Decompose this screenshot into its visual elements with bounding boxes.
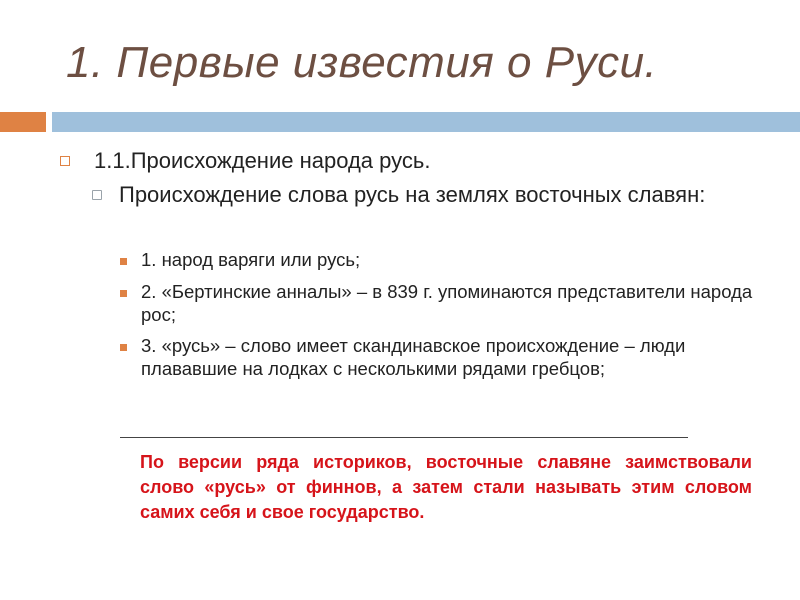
- square-bullet-icon: [60, 156, 70, 166]
- level1-heading: 1.1.Происхождение народа русь.: [94, 148, 431, 173]
- slide-title: 1. Первые известия о Руси.: [66, 38, 658, 87]
- orange-bullet-icon: [120, 290, 127, 297]
- list-item: 1. народ варяги или русь;: [141, 249, 361, 270]
- divider-line: [120, 437, 688, 438]
- orange-bullet-icon: [120, 258, 127, 265]
- historians-note: По версии ряда историков, восточные славяне заимствовали слово «русь» от финнов, а затем стали называть этим словом самих себя и свое государство.: [140, 452, 752, 522]
- square-outline-bullet-icon: [92, 190, 102, 200]
- title-accent-block: [0, 112, 46, 132]
- list-item: 2. «Бертинские анналы» – в 839 г. упоминаются представители народа рос;: [141, 281, 753, 325]
- list-item: 3. «русь» – слово имеет скандинавское происхождение – люди плававшие на лодках с несколькими рядами гребцов;: [141, 335, 686, 379]
- orange-bullet-icon: [120, 344, 127, 351]
- level2-heading: Происхождение слова русь на землях восточных славян:: [119, 182, 706, 207]
- title-accent-bar: [52, 112, 800, 132]
